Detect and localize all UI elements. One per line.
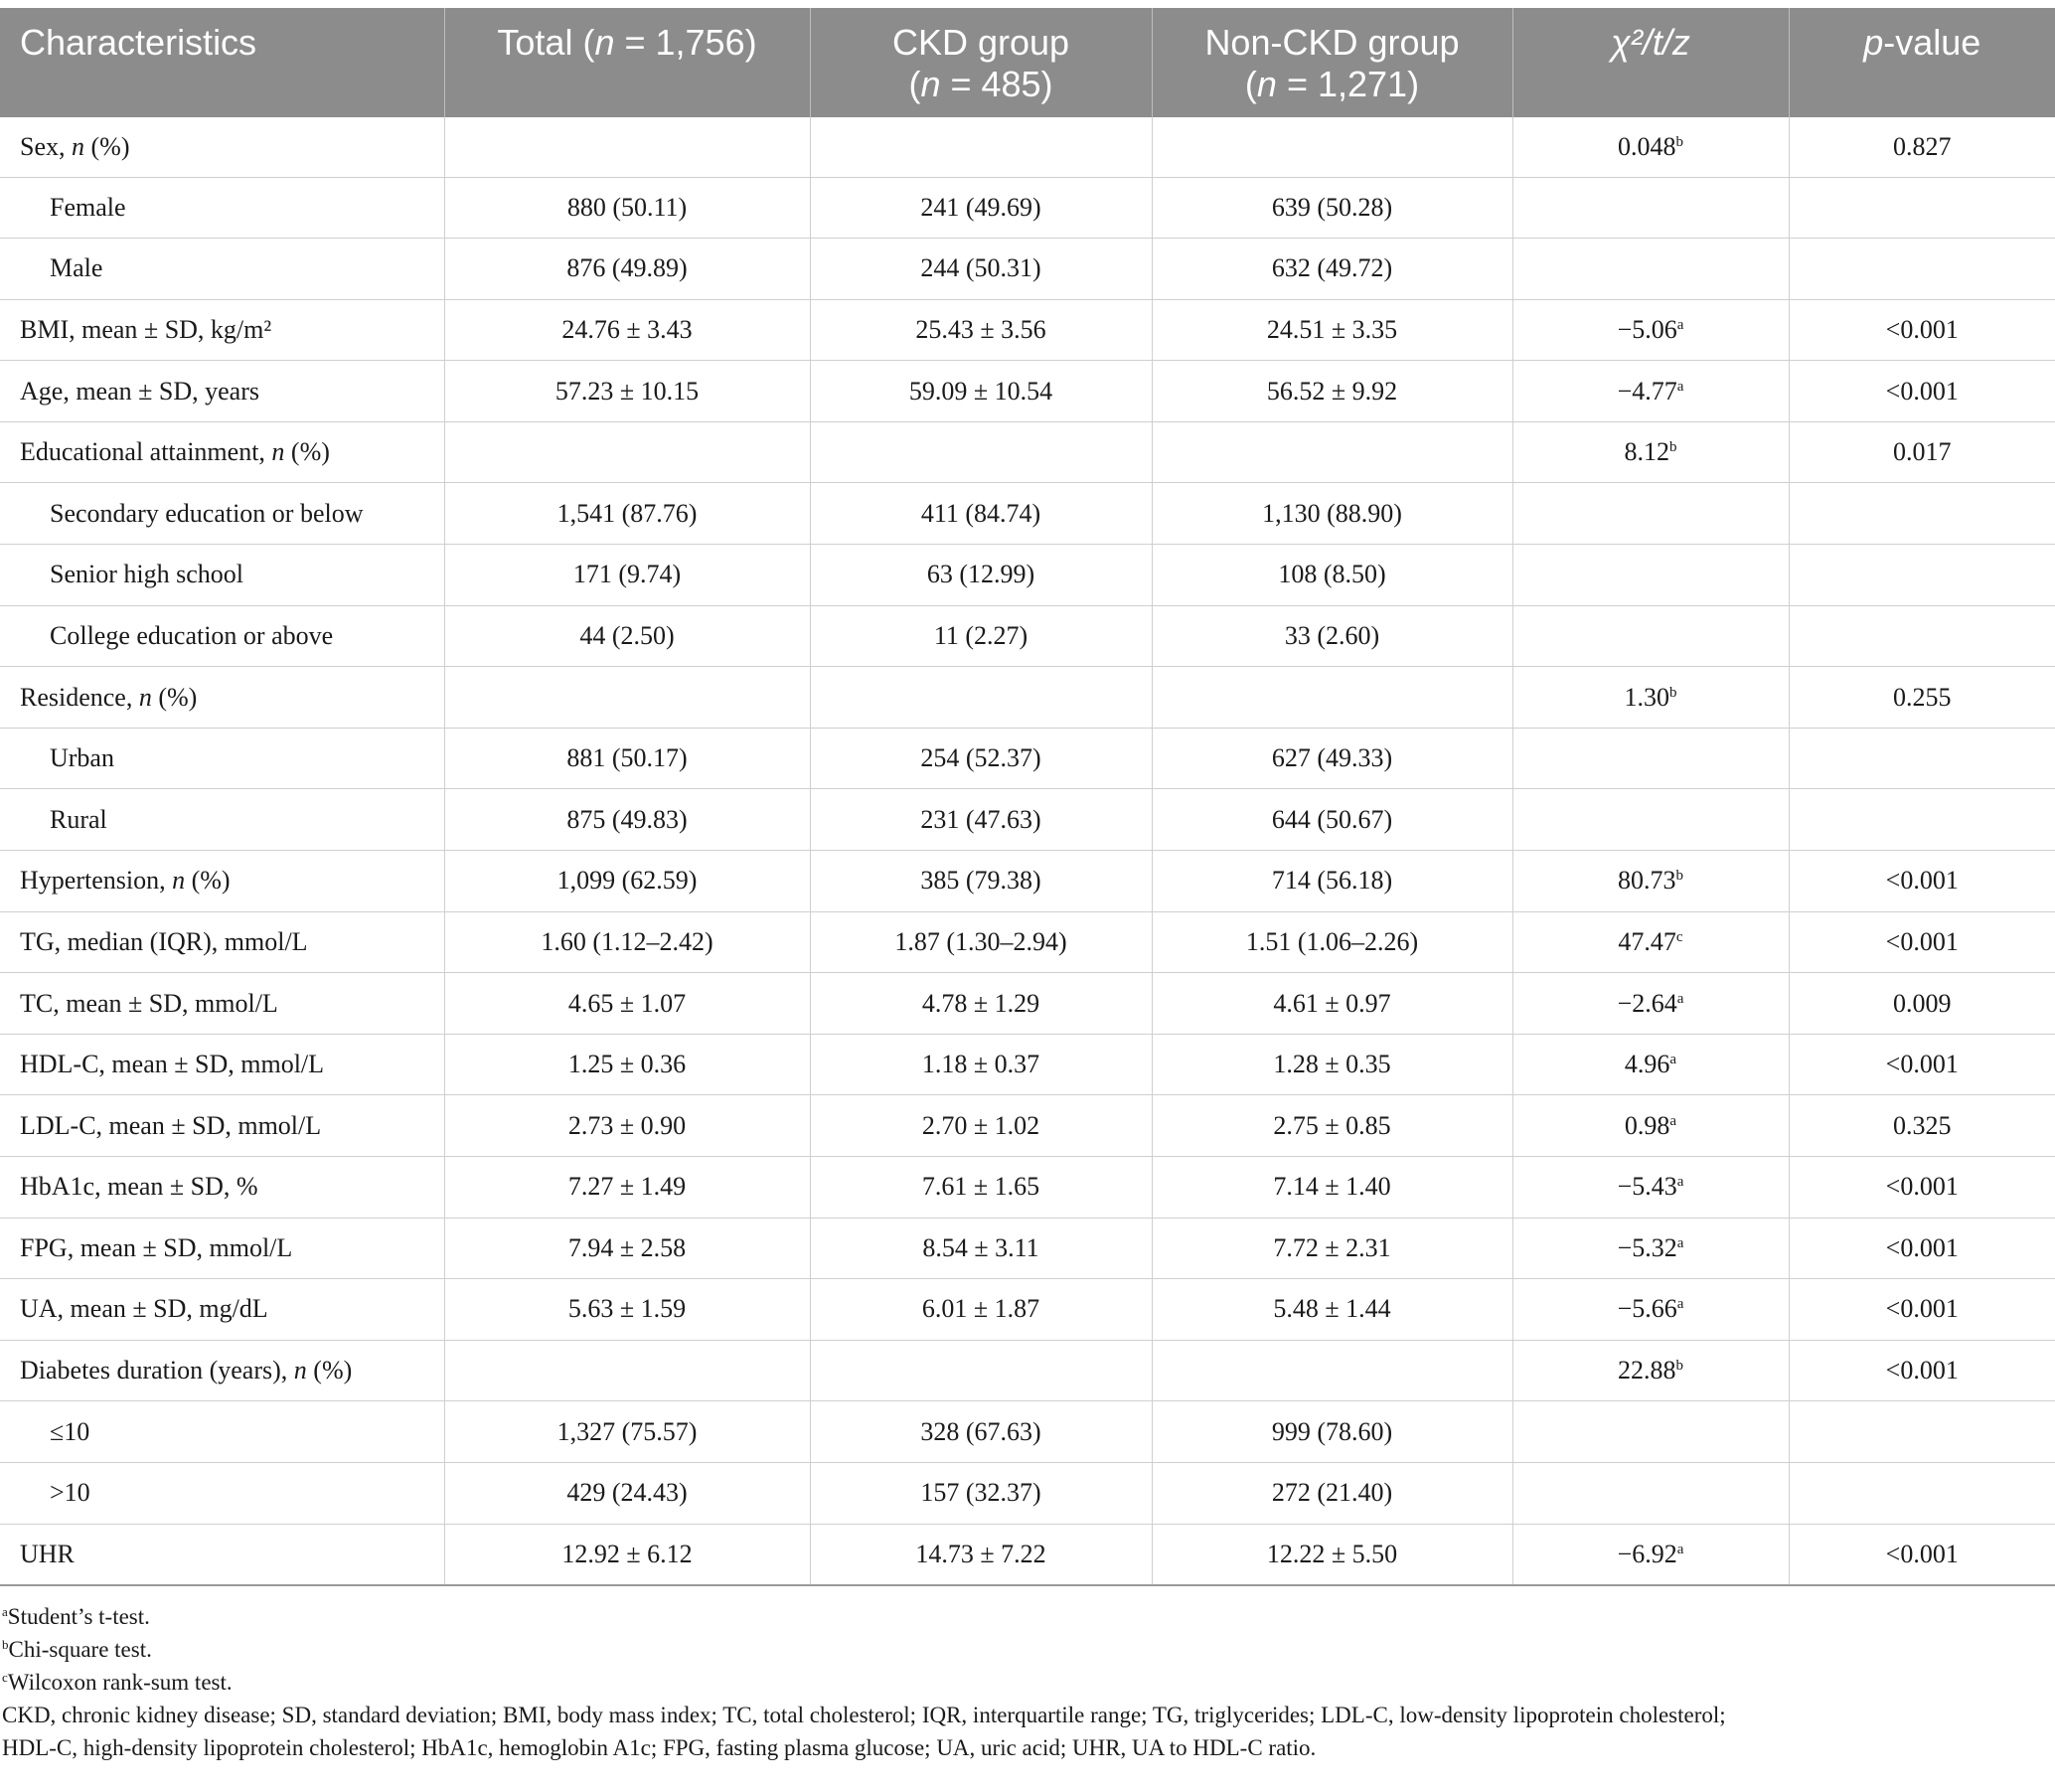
cell-characteristic: HbA1c, mean ± SD, % (0, 1157, 444, 1219)
cell-non-ckd: 7.14 ± 1.40 (1152, 1157, 1512, 1219)
table-row (0, 117, 2055, 177)
cell-non-ckd: 7.72 ± 2.31 (1152, 1218, 1512, 1279)
cell-p-value: <0.001 (1789, 1279, 2055, 1341)
cell-p-value: 0.017 (1789, 421, 2055, 483)
cell-ckd: 328 (67.63) (810, 1401, 1152, 1463)
cell-total: 1.60 (1.12–2.42) (444, 911, 810, 973)
cell-characteristic: UA, mean ± SD, mg/dL (0, 1279, 444, 1341)
statistic-test-mark: b (1669, 439, 1677, 456)
cell-non-ckd: 1.28 ± 0.35 (1152, 1034, 1512, 1095)
cell-p-value (1789, 1401, 2055, 1463)
cell-total: 881 (50.17) (444, 728, 810, 789)
cell-statistic: −5.66$^a$ (1512, 1279, 1789, 1341)
table-row (0, 1340, 2055, 1401)
table-row (0, 1462, 2055, 1524)
cell-characteristic: Diabetes duration (years), n (%) (0, 1340, 444, 1401)
cell-ckd: 7.61 ± 1.65 (810, 1157, 1152, 1219)
table-row (0, 177, 2055, 239)
cell-ckd (810, 421, 1152, 483)
cell-characteristic: Hypertension, n (%) (0, 851, 444, 912)
cell-total: 171 (9.74) (444, 545, 810, 606)
cell-p-value (1789, 177, 2055, 239)
cell-non-ckd: 627 (49.33) (1152, 728, 1512, 789)
table-row (0, 421, 2055, 483)
statistic-test-mark: a (1669, 1112, 1677, 1129)
cell-non-ckd: 999 (78.60) (1152, 1401, 1512, 1463)
cell-ckd: 231 (47.63) (810, 789, 1152, 851)
header-characteristics: Characteristics (0, 8, 444, 117)
footnote-b: $^b$Chi-square test. (2, 1637, 152, 1662)
cell-non-ckd: 33 (2.60) (1152, 605, 1512, 667)
cell-characteristic: BMI, mean ± SD, kg/m² (0, 299, 444, 361)
cell-ckd: 14.73 ± 7.22 (810, 1524, 1152, 1585)
cell-ckd: 4.78 ± 1.29 (810, 973, 1152, 1035)
statistic-test-mark: a (1676, 1174, 1684, 1191)
cell-non-ckd (1152, 117, 1512, 177)
cell-characteristic: Sex, n (%) (0, 117, 444, 177)
statistic-test-mark: c (1675, 928, 1683, 945)
cell-characteristic: Rural (0, 789, 444, 851)
cell-p-value: <0.001 (1789, 1034, 2055, 1095)
cell-p-value: 0.325 (1789, 1095, 2055, 1157)
table-row (0, 1034, 2055, 1095)
footnote-abbreviations-2: HDL-C, high-density lipoprotein cholesterol; HbA1c, hemoglobin A1c; FPG, fasting plasma glucose; UA, uric acid; UHR, UA to HDL-C ratio. (2, 1735, 1317, 1760)
cell-characteristic: HDL-C, mean ± SD, mmol/L (0, 1034, 444, 1095)
cell-total: 44 (2.50) (444, 605, 810, 667)
cell-total: 429 (24.43) (444, 1462, 810, 1524)
cell-non-ckd: 1,130 (88.90) (1152, 483, 1512, 545)
cell-statistic: 4.96$^a$ (1512, 1034, 1789, 1095)
table-row (0, 789, 2055, 851)
table-row (0, 667, 2055, 729)
statistic-test-mark: b (1675, 868, 1683, 885)
cell-total: 57.23 ± 10.15 (444, 361, 810, 422)
footnote-c: $^c$Wilcoxon rank-sum test. (2, 1670, 233, 1695)
cell-total: 1,541 (87.76) (444, 483, 810, 545)
footnote-a: $^a$Student’s t-test. (2, 1604, 150, 1629)
cell-non-ckd: 24.51 ± 3.35 (1152, 299, 1512, 361)
cell-total: 1,327 (75.57) (444, 1401, 810, 1463)
cell-p-value (1789, 483, 2055, 545)
cell-statistic (1512, 789, 1789, 851)
cell-total: 12.92 ± 6.12 (444, 1524, 810, 1585)
cell-characteristic: LDL-C, mean ± SD, mmol/L (0, 1095, 444, 1157)
cell-statistic (1512, 483, 1789, 545)
table-body (0, 117, 2055, 1585)
cell-characteristic: UHR (0, 1524, 444, 1585)
cell-ckd (810, 1340, 1152, 1401)
cell-non-ckd: 4.61 ± 0.97 (1152, 973, 1512, 1035)
statistic-test-mark: a (1676, 990, 1684, 1007)
cell-ckd: 2.70 ± 1.02 (810, 1095, 1152, 1157)
table-row (0, 239, 2055, 300)
cell-ckd: 254 (52.37) (810, 728, 1152, 789)
cell-p-value: 0.009 (1789, 973, 2055, 1035)
cell-statistic: −4.77$^a$ (1512, 361, 1789, 422)
cell-characteristic: ≤10 (0, 1401, 444, 1463)
cell-characteristic: Senior high school (0, 545, 444, 606)
cell-total: 1,099 (62.59) (444, 851, 810, 912)
cell-p-value (1789, 1462, 2055, 1524)
statistic-test-mark: b (1669, 684, 1677, 701)
statistic-test-mark: a (1676, 1541, 1684, 1557)
cell-ckd: 385 (79.38) (810, 851, 1152, 912)
statistic-test-mark: a (1676, 316, 1684, 333)
table-row (0, 1218, 2055, 1279)
header-p-value: p-value (1789, 8, 2055, 117)
cell-statistic: 0.048$^b$ (1512, 117, 1789, 177)
cell-ckd: 11 (2.27) (810, 605, 1152, 667)
table-row (0, 1157, 2055, 1219)
cell-ckd: 244 (50.31) (810, 239, 1152, 300)
cell-non-ckd: 714 (56.18) (1152, 851, 1512, 912)
cell-non-ckd (1152, 1340, 1512, 1401)
cell-characteristic: Secondary education or below (0, 483, 444, 545)
cell-statistic (1512, 605, 1789, 667)
cell-p-value: <0.001 (1789, 851, 2055, 912)
cell-non-ckd: 632 (49.72) (1152, 239, 1512, 300)
cell-statistic (1512, 239, 1789, 300)
cell-characteristic: Age, mean ± SD, years (0, 361, 444, 422)
cell-ckd: 157 (32.37) (810, 1462, 1152, 1524)
cell-statistic (1512, 1401, 1789, 1463)
cell-non-ckd: 639 (50.28) (1152, 177, 1512, 239)
header-test-statistic: χ²/t/z (1512, 8, 1789, 117)
cell-ckd: 241 (49.69) (810, 177, 1152, 239)
cell-total: 24.76 ± 3.43 (444, 299, 810, 361)
cell-statistic (1512, 545, 1789, 606)
cell-p-value: 0.827 (1789, 117, 2055, 177)
cell-non-ckd: 2.75 ± 0.85 (1152, 1095, 1512, 1157)
table-row (0, 361, 2055, 422)
statistic-test-mark: a (1676, 378, 1684, 395)
cell-ckd: 411 (84.74) (810, 483, 1152, 545)
statistic-test-mark: a (1676, 1234, 1684, 1251)
cell-ckd: 59.09 ± 10.54 (810, 361, 1152, 422)
cell-total (444, 421, 810, 483)
cell-ckd: 25.43 ± 3.56 (810, 299, 1152, 361)
cell-characteristic: TC, mean ± SD, mmol/L (0, 973, 444, 1035)
cell-total (444, 667, 810, 729)
table-row (0, 911, 2055, 973)
cell-characteristic: Educational attainment, n (%) (0, 421, 444, 483)
cell-total: 1.25 ± 0.36 (444, 1034, 810, 1095)
cell-p-value: <0.001 (1789, 1157, 2055, 1219)
table-row (0, 545, 2055, 606)
table-row (0, 1401, 2055, 1463)
cell-p-value: <0.001 (1789, 1524, 2055, 1585)
cell-total: 4.65 ± 1.07 (444, 973, 810, 1035)
cell-ckd: 63 (12.99) (810, 545, 1152, 606)
cell-ckd (810, 667, 1152, 729)
cell-non-ckd: 5.48 ± 1.44 (1152, 1279, 1512, 1341)
cell-non-ckd: 644 (50.67) (1152, 789, 1512, 851)
cell-total (444, 117, 810, 177)
table-row (0, 973, 2055, 1035)
cell-characteristic: Urban (0, 728, 444, 789)
cell-ckd: 1.87 (1.30–2.94) (810, 911, 1152, 973)
table-row (0, 1524, 2055, 1585)
cell-p-value: 0.255 (1789, 667, 2055, 729)
cell-characteristic: TG, median (IQR), mmol/L (0, 911, 444, 973)
cell-p-value: <0.001 (1789, 361, 2055, 422)
cell-total: 2.73 ± 0.90 (444, 1095, 810, 1157)
cell-statistic: −5.43$^a$ (1512, 1157, 1789, 1219)
cell-statistic (1512, 728, 1789, 789)
cell-non-ckd (1152, 421, 1512, 483)
cell-non-ckd: 108 (8.50) (1152, 545, 1512, 606)
cell-statistic: −6.92$^a$ (1512, 1524, 1789, 1585)
cell-characteristic: >10 (0, 1462, 444, 1524)
cell-total: 5.63 ± 1.59 (444, 1279, 810, 1341)
cell-statistic: 47.47$^c$ (1512, 911, 1789, 973)
cell-statistic: 0.98$^a$ (1512, 1095, 1789, 1157)
statistic-test-mark: b (1675, 133, 1683, 150)
table-footnotes (0, 1600, 2055, 1764)
table-row (0, 605, 2055, 667)
cell-total: 7.27 ± 1.49 (444, 1157, 810, 1219)
cell-total (444, 1340, 810, 1401)
cell-statistic: −5.06$^a$ (1512, 299, 1789, 361)
statistic-test-mark: b (1675, 1358, 1683, 1375)
cell-non-ckd: 272 (21.40) (1152, 1462, 1512, 1524)
cell-p-value: <0.001 (1789, 299, 2055, 361)
cell-non-ckd (1152, 667, 1512, 729)
table-row (0, 851, 2055, 912)
cell-statistic (1512, 177, 1789, 239)
cell-statistic: 80.73$^b$ (1512, 851, 1789, 912)
cell-total: 875 (49.83) (444, 789, 810, 851)
cell-statistic: −5.32$^a$ (1512, 1218, 1789, 1279)
statistic-test-mark: a (1676, 1296, 1684, 1313)
cell-characteristic: Residence, n (%) (0, 667, 444, 729)
cell-non-ckd: 1.51 (1.06–2.26) (1152, 911, 1512, 973)
cell-p-value (1789, 789, 2055, 851)
cell-statistic: −2.64$^a$ (1512, 973, 1789, 1035)
table-row (0, 483, 2055, 545)
footnote-abbreviations-1: CKD, chronic kidney disease; SD, standard deviation; BMI, body mass index; TC, total cholesterol; IQR, interquartile range; TG, triglycerides; LDL-C, low-density lipoprotein cholesterol; (2, 1703, 1726, 1727)
characteristics-table (0, 8, 2055, 1586)
cell-non-ckd: 12.22 ± 5.50 (1152, 1524, 1512, 1585)
cell-total: 7.94 ± 2.58 (444, 1218, 810, 1279)
table-header (0, 8, 2055, 117)
cell-p-value: <0.001 (1789, 1340, 2055, 1401)
cell-p-value (1789, 545, 2055, 606)
header-total: Total (n = 1,756) (444, 8, 810, 117)
cell-statistic (1512, 1462, 1789, 1524)
cell-non-ckd: 56.52 ± 9.92 (1152, 361, 1512, 422)
table-row (0, 299, 2055, 361)
cell-total: 880 (50.11) (444, 177, 810, 239)
cell-ckd (810, 117, 1152, 177)
cell-statistic: 1.30$^b$ (1512, 667, 1789, 729)
cell-ckd: 1.18 ± 0.37 (810, 1034, 1152, 1095)
cell-p-value (1789, 728, 2055, 789)
cell-characteristic: Female (0, 177, 444, 239)
cell-characteristic: College education or above (0, 605, 444, 667)
table-row (0, 728, 2055, 789)
statistic-test-mark: a (1669, 1052, 1677, 1068)
cell-total: 876 (49.89) (444, 239, 810, 300)
cell-p-value: <0.001 (1789, 911, 2055, 973)
cell-ckd: 8.54 ± 3.11 (810, 1218, 1152, 1279)
cell-p-value (1789, 605, 2055, 667)
cell-statistic: 22.88$^b$ (1512, 1340, 1789, 1401)
header-ckd-group: CKD group (n = 485) (810, 8, 1152, 117)
table-row (0, 1279, 2055, 1341)
header-non-ckd-group: Non-CKD group (n = 1,271) (1152, 8, 1512, 117)
cell-statistic: 8.12$^b$ (1512, 421, 1789, 483)
cell-characteristic: FPG, mean ± SD, mmol/L (0, 1218, 444, 1279)
table-row (0, 1095, 2055, 1157)
cell-ckd: 6.01 ± 1.87 (810, 1279, 1152, 1341)
cell-characteristic: Male (0, 239, 444, 300)
cell-p-value: <0.001 (1789, 1218, 2055, 1279)
cell-p-value (1789, 239, 2055, 300)
